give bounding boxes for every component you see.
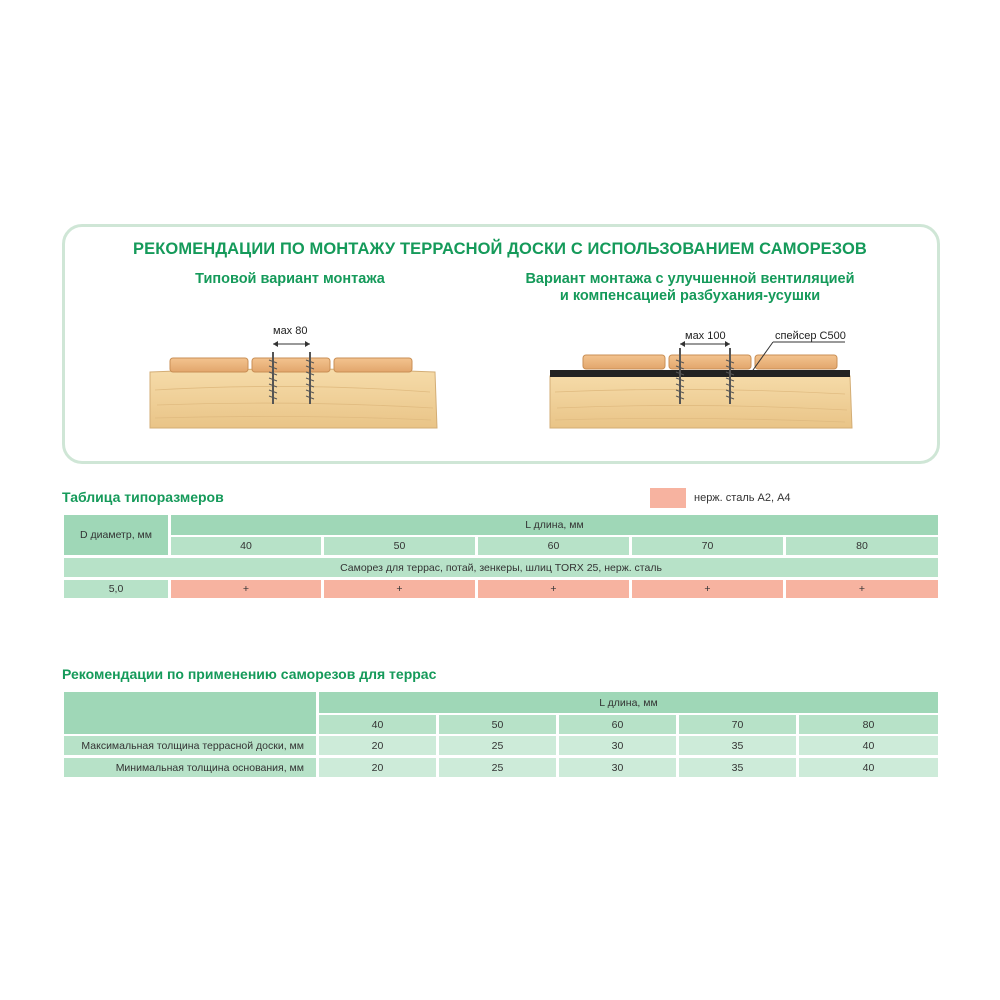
right-subtitle	[505, 271, 875, 305]
usage-length-50: 50	[439, 715, 556, 734]
l-length-header: L длина, мм	[171, 515, 938, 535]
deck-board-1	[170, 358, 248, 372]
right-subtitle-line2: и компенсацией разбухания-усушки	[559, 288, 821, 304]
min-base-thickness-60: 30	[559, 758, 676, 777]
max-board-thickness-80: 40	[799, 736, 938, 755]
min-base-thickness-70: 35	[679, 758, 796, 777]
max-board-thickness-60: 30	[559, 736, 676, 755]
legend	[650, 488, 791, 508]
ventilated-mounting-diagram	[545, 320, 860, 432]
d-diameter-header: D диаметр, мм	[64, 515, 168, 555]
usage-length-80: 80	[799, 715, 938, 734]
deck-board-2	[252, 358, 330, 372]
typical-mounting-diagram	[145, 320, 445, 432]
max-board-thickness-label: Максимальная толщина террасной доски, мм	[64, 736, 316, 755]
max-80-label: мах 80	[273, 325, 308, 337]
availability-70: +	[632, 580, 783, 598]
length-70: 70	[632, 537, 783, 555]
availability-50: +	[324, 580, 475, 598]
max-board-thickness-40: 20	[319, 736, 436, 755]
joist-beam	[550, 373, 852, 428]
max-100-label: мах 100	[685, 330, 726, 342]
usage-length-60: 60	[559, 715, 676, 734]
deck-board-1	[583, 355, 665, 369]
right-subtitle-line1: Вариант монтажа с улучшенной вентиляцией	[525, 271, 855, 287]
deck-board-3	[334, 358, 412, 372]
availability-40: +	[171, 580, 321, 598]
availability-80: +	[786, 580, 938, 598]
spacer-label: спейсер С500	[775, 330, 846, 342]
panel-title: РЕКОМЕНДАЦИИ ПО МОНТАЖУ ТЕРРАСНОЙ ДОСКИ С ИСПОЛЬЗОВАНИЕМ САМОРЕЗОВ	[133, 240, 867, 258]
usage-length-40: 40	[319, 715, 436, 734]
sizes-table-title: Таблица типоразмеров	[62, 489, 224, 505]
product-description: Саморез для террас, потай, зенкеры, шлиц TORX 25, нерж. сталь	[64, 558, 938, 577]
joist-beam	[150, 369, 437, 428]
usage-length-70: 70	[679, 715, 796, 734]
min-base-thickness-80: 40	[799, 758, 938, 777]
left-subtitle: Типовой вариант монтажа	[195, 271, 385, 287]
length-80: 80	[786, 537, 938, 555]
legend-swatch	[650, 488, 686, 508]
diameter-value: 5,0	[64, 580, 168, 598]
legend-label: нерж. сталь А2, А4	[694, 492, 791, 504]
usage-table-title: Рекомендации по применению саморезов для террас	[62, 666, 437, 682]
length-40: 40	[171, 537, 321, 555]
usage-corner-cell	[64, 692, 316, 734]
min-base-thickness-50: 25	[439, 758, 556, 777]
spacer-strip	[550, 370, 850, 377]
availability-60: +	[478, 580, 629, 598]
length-60: 60	[478, 537, 629, 555]
length-50: 50	[324, 537, 475, 555]
min-base-thickness-label: Минимальная толщина основания, мм	[64, 758, 316, 777]
max-board-thickness-70: 35	[679, 736, 796, 755]
max-board-thickness-50: 25	[439, 736, 556, 755]
min-base-thickness-40: 20	[319, 758, 436, 777]
deck-board-3	[755, 355, 837, 369]
usage-l-length-header: L длина, мм	[319, 692, 938, 713]
